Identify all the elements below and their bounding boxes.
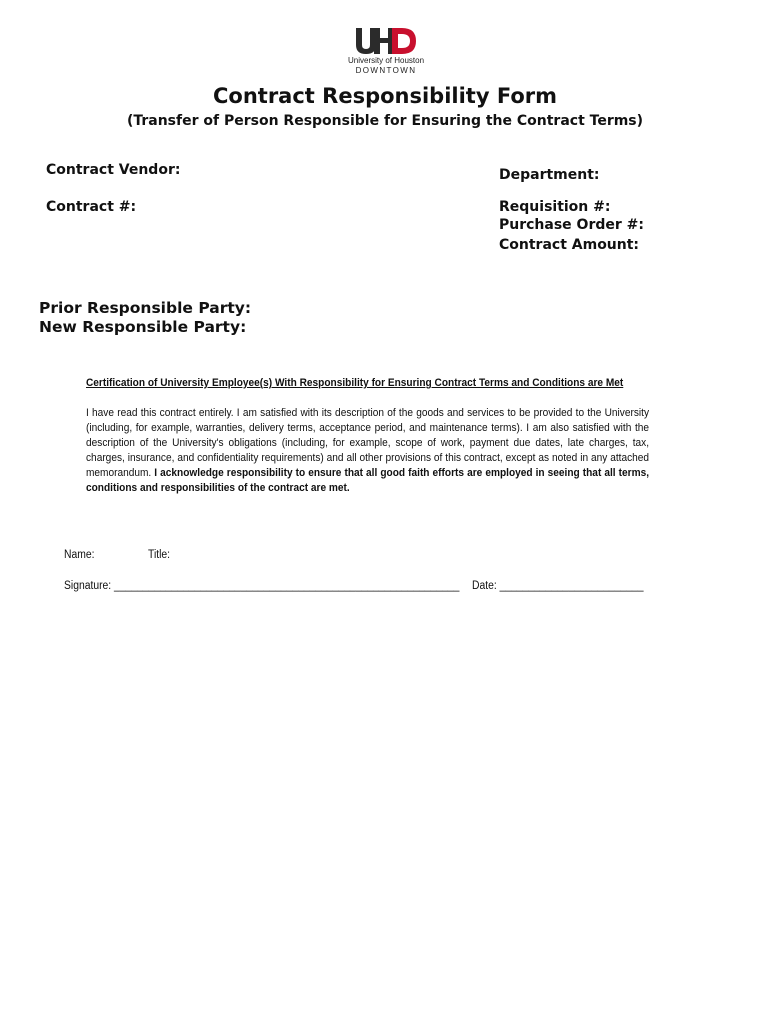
contract-vendor-label: Contract Vendor: bbox=[46, 162, 181, 178]
prior-responsible-party-label: Prior Responsible Party: bbox=[39, 299, 252, 317]
contract-number-label: Contract #: bbox=[46, 199, 137, 215]
requisition-label: Requisition #: bbox=[499, 199, 611, 215]
logo-downtown-text: DOWNTOWN bbox=[355, 66, 417, 75]
uhd-logo bbox=[340, 26, 432, 78]
uhd-logo-mark-icon bbox=[354, 26, 418, 56]
form-subtitle: (Transfer of Person Responsible for Ensuring the Contract Terms) bbox=[126, 113, 644, 129]
purchase-order-label: Purchase Order #: bbox=[499, 217, 644, 233]
title-label: Title: bbox=[148, 549, 171, 561]
certification-text: I have read this contract entirely. I am satisfied with its description of the goods and services to be provided to the University (including, for example, warranties, delivery terms, acceptance period, and maintenance terms). I am also satisfied with the description of the University's obligations (including, for example, scope of work, payment due dates, late charges, tax, charges, insurance, and confidentiality requirements) and all other provisions of this contract, except as noted in any attached memorandum. bbox=[86, 407, 650, 479]
signature-line: Signature: ____________________________________________________________ bbox=[64, 580, 460, 592]
certification-body bbox=[86, 406, 649, 496]
logo-university-text: University of Houston bbox=[347, 56, 425, 65]
contract-amount-label: Contract Amount: bbox=[499, 237, 640, 253]
new-responsible-party-label: New Responsible Party: bbox=[39, 318, 247, 336]
form-title: Contract Responsibility Form bbox=[213, 84, 557, 108]
department-label: Department: bbox=[499, 167, 600, 183]
certification-heading: Certification of University Employee(s) With Responsibility for Ensuring Contract Terms and Conditions are Met bbox=[86, 377, 624, 389]
date-line: Date: _________________________ bbox=[472, 580, 644, 592]
name-label: Name: bbox=[64, 549, 95, 561]
certification-acknowledgement: I acknowledge responsibility to ensure that all good faith efforts are employed in seeing that all terms, conditions and responsibilities of the contract are met. bbox=[86, 467, 650, 494]
